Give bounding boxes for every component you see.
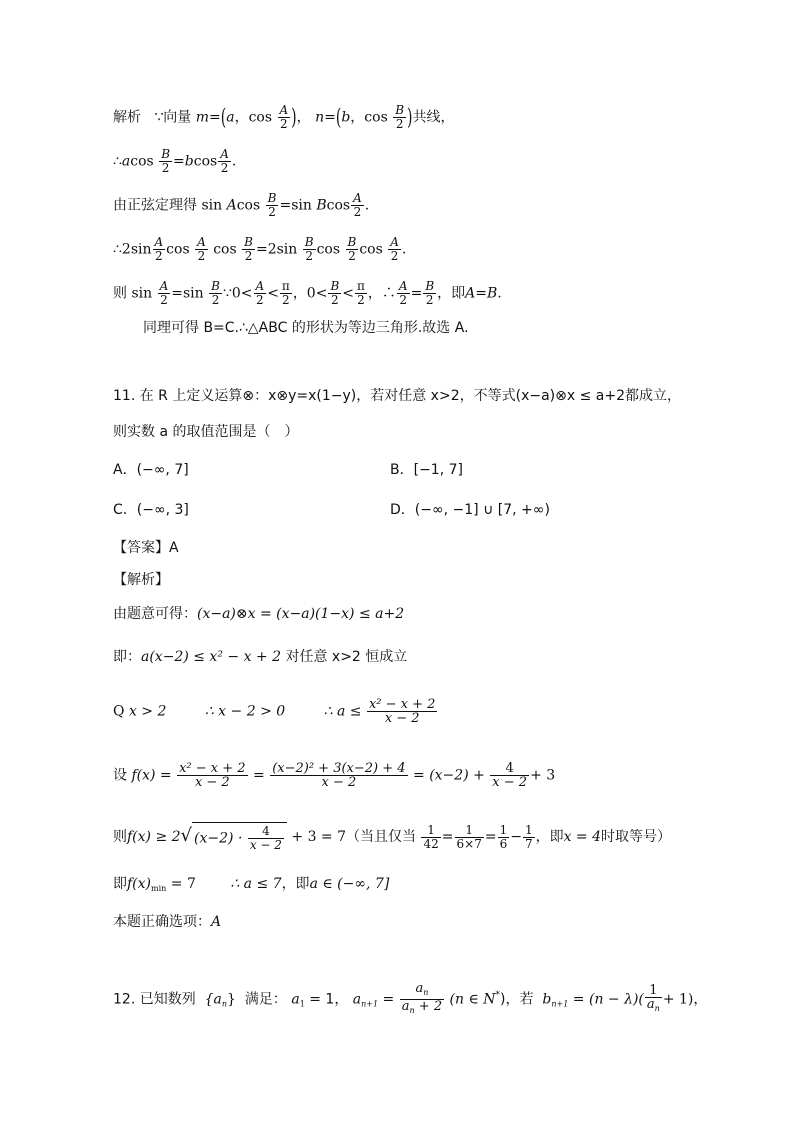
fraction: $\frac{A}{2}$ xyxy=(279,103,289,131)
q11-option-c: C．(−∞, 3] xyxy=(113,502,189,518)
q11-analysis-heading: 【解析】 xyxy=(113,572,169,588)
q11-analysis-line1: 由题意可得：(x−a)⊗x = (x−a)(1−x) ≤ a+2 xyxy=(113,606,405,622)
fraction: $\frac{B}{2}$ xyxy=(395,103,405,131)
q11-option-a: A．(−∞, 7] xyxy=(113,462,189,478)
solution10-line5: 则 sin $\frac{A}{2}$ =sin $\frac{B}{2}$ ∵0< $\frac{A}{2}$ < $\frac{\pi}{2}$ ，0< $\frac{B}{2}$ < $\frac{\pi}{2}$ ，∴ $\frac{A}{2}$ = $\frac{B}{2}$ ，即A=B. xyxy=(113,279,502,307)
q11-analysis-line5: 则f(x) ≥ 2√ (x−2) · $\frac{4}{x - 2}$ + 3 = 7（当且仅当 $\frac{1}{42}$ = $\frac{1}{6\times 7}$ = $\frac{1}{6}$ − $\frac{1}{7}$ ，即x = 4时取等号） xyxy=(113,822,672,852)
q12-stem-line1: 12. 已知数列 $\{a_n\}$ 满足： $a_1 = 1$， $a_{n+1}$ = $\frac{a_n}{a_n + 2}$ (n ∈ N*)，若 $b_{n+1} = (n - \lambda)$( $\frac{1}{a_n}$ + 1)， xyxy=(113,981,708,1015)
q11-analysis-line4: 设 f(x) = $\frac{\text{x² − x + 2}}{x - 2}$ = $\frac{\text{(x−2)² + 3(x−2) + 4}}{x - 2}$ = (x−2) + $\frac{4}{x - 2}$ + 3 xyxy=(113,761,556,790)
q11-stem-line2: 则实数 a 的取值范围是（ ） xyxy=(113,424,299,440)
because-text: ∵向量 xyxy=(154,109,192,126)
solution10-line3: 由正弦定理得 sin Acos $\frac{B}{2}$ =sin Bcos $\frac{A}{2}$ . xyxy=(113,191,370,219)
solution-label: 解析 xyxy=(113,109,141,126)
solution10-line4: ∴2sin $\frac{A}{2}$ cos $\frac{A}{2}$ cos $\frac{B}{2}$ =2sin $\frac{B}{2}$ cos $\frac{B}{2}$ cos $\frac{A}{2}$ . xyxy=(113,235,407,263)
q11-answer: 【答案】A xyxy=(113,540,179,556)
q11-option-b: B．[−1, 7] xyxy=(390,462,463,478)
solution10-line2: ∴acos $\frac{B}{2}$ =bcos $\frac{A}{2}$ . xyxy=(113,147,237,175)
q11-stem-line1: 11. 在 R 上定义运算⊗：x⊗y=x(1−y)，若对任意 x>2，不等式(x−a)⊗x ≤ a+2都成立， xyxy=(113,388,681,404)
q11-analysis-line7: 本题正确选项：A xyxy=(113,914,222,930)
q11-analysis-line3: Q x > 2 ∴ x − 2 > 0 ∴ a ≤ $\frac{\text{x² − x + 2}}{x - 2}$ xyxy=(113,697,436,726)
solution10-line1: 解析 ∵向量 m=(a，cos $\frac{A}{2}$ )， n=(b，cos $\frac{B}{2}$ )共线， xyxy=(113,103,455,131)
q11-option-d: D．(−∞, −1] ∪ [7, +∞) xyxy=(390,502,550,518)
q11-analysis-line6: 即$f(x)_{min} = 7$ ∴ a ≤ 7，即a ∈ (−∞, 7] xyxy=(113,876,390,893)
q11-analysis-line2: 即：a(x−2) ≤ x² − x + 2 对任意 x>2 恒成立 xyxy=(113,649,408,665)
solution10-conclusion: 同理可得 B=C.∴△ABC 的形状为等边三角形.故选 A. xyxy=(143,320,469,336)
